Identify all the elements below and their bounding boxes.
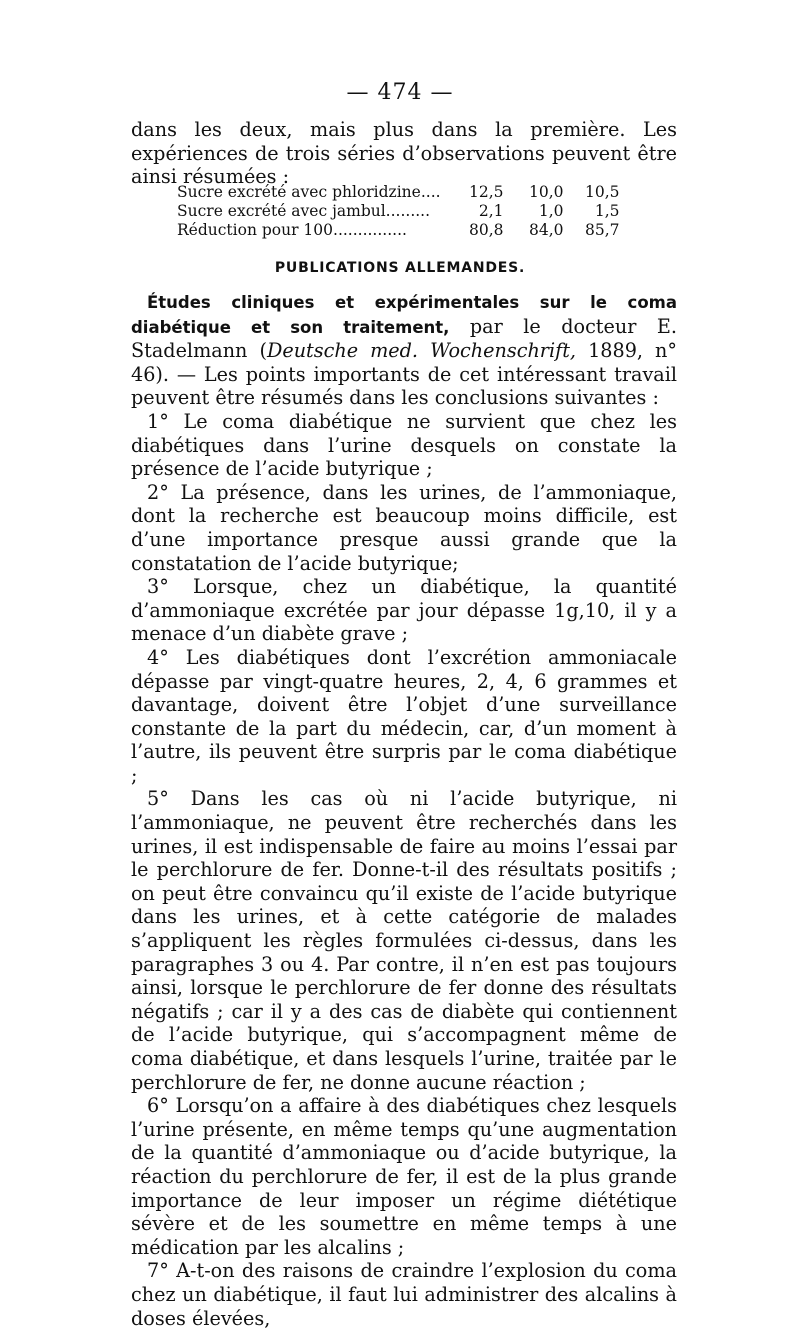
intro-paragraph	[131, 118, 677, 189]
results-table	[177, 183, 620, 240]
conclusion-5: 5° Dans les cas où ni l’acide butyrique, ni l’ammoniaque, ne peuvent être recherchés dans les urines, il est indispensable de faire au moins l’essai par le perchlorure de fer. Donne-t-il des résultats positifs ; on peut être convaincu qu’il existe de l’acide butyrique dans les urines, et à cette catégorie de malades s’appliquent les règles formulées ci-dessus, dans les paragraphes 3 ou 4. Par contre, il n’en est pas toujours ainsi, lorsque le perchlorure de fer donne des résultats négatifs ; car il y a des cas de diabète qui contiennent de l’acide butyrique, qui s’accompagnent même de coma diabétique, et dans lesquels l’urine, traitée par le perchlorure de fer, ne donne aucune réaction ;	[131, 787, 677, 1094]
row-value: 12,5	[469, 183, 504, 201]
section-heading: PUBLICATIONS ALLEMANDES.	[274, 260, 526, 276]
page-number: — 474 —	[346, 80, 454, 105]
row-value: 10,5	[585, 183, 620, 201]
table-row	[177, 183, 620, 202]
conclusion-1: 1° Le coma diabétique ne survient que chez les diabétiques dans l’urine desquels on constate la présence de l’acide butyrique ;	[131, 409, 677, 481]
conclusion-4: 4° Les diabétiques dont l’excrétion ammoniacale dépasse par vingt-quatre heures, 2, 4, 6 grammes et davantage, doivent être l’objet d’une surveillance constante de la part du médecin, car, d’un moment à l’autre, ils peuvent être surpris par le coma diabétique ;	[131, 645, 677, 787]
row-label: Sucre excrété avec phloridzine....	[177, 183, 441, 201]
conclusion-6: 6° Lorsqu’on a affaire à des diabétiques chez lesquels l’urine présente, en même temps qu’une augmentation de la quantité d’ammoniaque ou d’acide butyrique, la réaction du perchlorure de fer, il est de la plus grande importance de leur imposer un régime diététique sévère et de les soumettre en même temps à une médication par les alcalins ;	[131, 1094, 677, 1259]
row-value: 85,7	[585, 221, 620, 239]
intro-text: dans les deux, mais plus dans la première. Les expériences de trois séries d’observations peuvent être ainsi résumées :	[131, 118, 677, 189]
row-value: 1,5	[594, 202, 620, 220]
article-body	[131, 290, 677, 1330]
row-value: 84,0	[529, 221, 564, 239]
article-header	[131, 290, 677, 410]
article-reference: 1889, n° 46). — Les points importants de cet intéressant travail peuvent être résumés dans les conclusions suivantes :	[131, 339, 677, 410]
table-row	[177, 221, 620, 240]
table-row	[177, 202, 620, 221]
row-value: 1,0	[538, 202, 564, 220]
row-value: 2,1	[478, 202, 504, 220]
article-journal: Deutsche med. Wochenschrift,	[266, 339, 577, 363]
article-title: Études cliniques et expérimentales sur le coma diabétique et son traitement,	[131, 293, 677, 337]
row-value: 80,8	[469, 221, 504, 239]
row-value: 10,0	[529, 183, 564, 201]
conclusion-3: 3° Lorsque, chez un diabétique, la quantité d’ammoniaque excrétée par jour dépasse 1g,10, il y a menace d’un diabète grave ;	[131, 575, 677, 646]
row-label: Sucre excrété avec jambul.........	[177, 202, 431, 220]
conclusion-7: 7° A-t-on des raisons de craindre l’explosion du coma chez un diabétique, il faut lui administrer des alcalins à doses élevées,	[131, 1259, 677, 1330]
conclusion-2: 2° La présence, dans les urines, de l’ammoniaque, dont la recherche est beaucoup moins difficile, est d’une importance presque aussi grande que la constatation de l’acide butyrique;	[131, 480, 677, 575]
row-label: Réduction pour 100...............	[177, 221, 407, 239]
article-author: par le docteur E. Stadelmann (	[131, 314, 677, 363]
